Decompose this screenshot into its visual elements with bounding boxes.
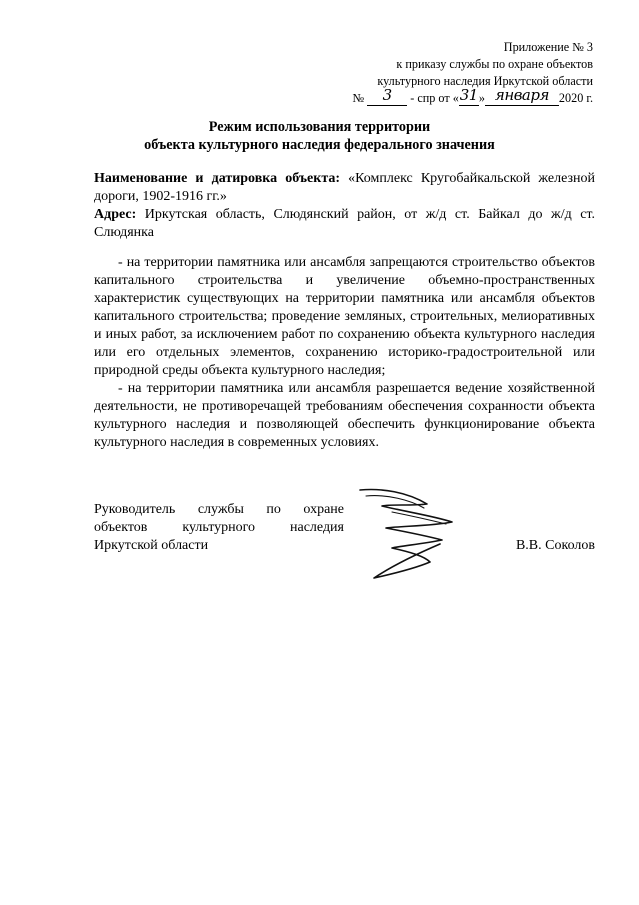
appendix-line-3: культурного наследия Иркутской области <box>377 74 593 88</box>
object-address <box>94 206 595 242</box>
rule-prohibitions: - на территории памятника или ансамбля запрещаются строительство объектов капитального строительства и увеличение объемно-пространственных характеристик существующих на территории памятника или ансамбля объектов капитального строительства; проведение земляных, строительных, мелиоративных и иных работ, за исключением работ по сохранению объекта культурного наследия или его отдельных элементов, сохранению историко-градостроительной или природной среды объекта культурного наследия; <box>94 255 595 378</box>
object-address-value: Иркутская область, Слюдянский район, от ж/д ст. Байкал до ж/д ст. Слюдянка <box>94 207 596 240</box>
order-year: 2020 г. <box>558 91 593 105</box>
signatory-position <box>94 501 344 555</box>
appendix-line-2: к приказу службы по охране объектов <box>396 57 593 71</box>
appendix-order-number <box>293 86 593 107</box>
title-line-1: Режим использования территории <box>208 119 431 135</box>
position-line-3: Иркутской области <box>94 538 209 553</box>
usage-rules <box>94 254 595 452</box>
order-quote-close: » <box>478 91 485 105</box>
object-name-value: «Комплекс Кругобайкальской железной дороги, 1902-1916 гг.» <box>94 171 596 204</box>
order-month-field <box>485 86 559 106</box>
position-line-1: Руководитель службы по охране <box>94 502 344 517</box>
object-name <box>94 170 595 206</box>
document-title <box>0 118 639 154</box>
signatory-name: В.В. Соколов <box>515 538 595 553</box>
order-number-field <box>367 86 407 106</box>
object-info <box>94 170 595 242</box>
order-number-prefix: № <box>352 91 365 105</box>
signature-block <box>94 501 595 555</box>
order-day-field <box>459 86 479 106</box>
order-month-value: января <box>494 86 549 104</box>
order-day-value: 31 <box>459 86 478 104</box>
position-line-2: объектов культурного наследия <box>94 520 344 535</box>
appendix-header <box>293 39 593 107</box>
order-number-middle: - спр от « <box>410 91 459 105</box>
object-address-label: Адрес: <box>94 207 137 222</box>
order-number-value: 3 <box>382 86 392 104</box>
appendix-line-1: Приложение № 3 <box>503 40 593 54</box>
title-line-2: объекта культурного наследия федерального значения <box>144 137 495 153</box>
handwritten-signature-icon <box>352 482 472 582</box>
object-name-label: Наименование и датировка объекта: <box>94 171 341 186</box>
rule-permissions: - на территории памятника или ансамбля разрешается ведение хозяйственной деятельности, не противоречащей требованиям обеспечения сохранности объекта культурного наследия и позволяющей обеспечить функционирование объекта культурного наследия в современных условиях. <box>94 381 595 450</box>
